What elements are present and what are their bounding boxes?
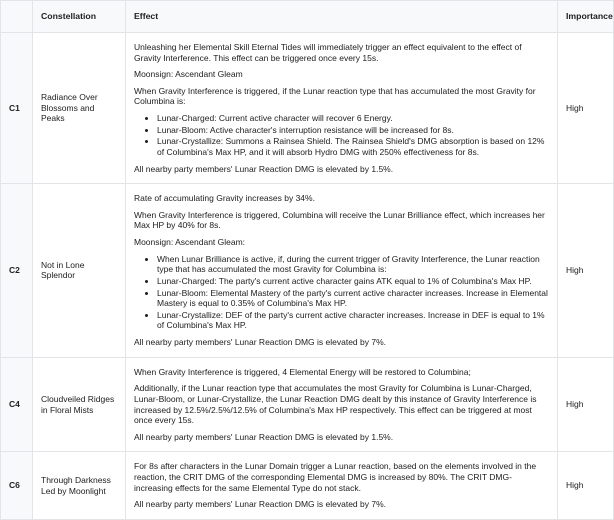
effect-paragraph: Moonsign: Ascendant Gleam [134,69,243,80]
effect-paragraph: Rate of accumulating Gravity increases by 34%. [134,193,315,204]
effect-list-item: • When Lunar Brilliance is active, if, during the current trigger of Gravity Interference, the Lunar reaction type that has accumulated the most Gravity for Columbina is: [157,254,549,275]
table-row [1,452,614,520]
effect-paragraph: Moonsign: Ascendant Gleam: [134,237,246,247]
effect-paragraph: When Gravity Interference is triggered, 4 Elemental Energy will be restored to Columbina; [134,366,471,377]
constellation-id: C1 [1,32,33,183]
constellation-id: C6 [1,452,33,520]
effect-list-item: • Lunar-Bloom: Active character's interruption resistance will be increased for 8s. [157,125,549,136]
effect-paragraph: For 8s after characters in the Lunar Domain trigger a Lunar reaction, based on the elements involved in the reaction, the CRIT DMG of the corresponding Elemental DMG is increased by 80%. The CRIT DMG-increasing effects for the same Elemental Type do not stack. [134,461,537,493]
constellation-name: Not in Lone Splendor [33,184,126,358]
effect-list-item: • Lunar-Crystallize: DEF of the party's current active character increases. Increase in DEF is equal to 1% of Columbina's Max HP. [157,310,549,331]
constellation-name: Cloudveiled Ridges in Floral Mists [33,357,126,452]
constellation-name: Radiance Over Blossoms and Peaks [33,32,126,183]
effect-cell [126,184,558,358]
importance-value: High [558,184,614,358]
constellation-id: C4 [1,357,33,452]
header-cell-effect: Effect [126,1,558,33]
effect-paragraph: When Gravity Interference is triggered, Columbina will receive the Lunar Brilliance effect, which increases her Max HP by 40% for 8s. [134,209,545,231]
effect-cell [126,452,558,520]
effect-paragraph: All nearby party members' Lunar Reaction DMG is elevated by 7%. [134,337,387,347]
effect-list-item: • Lunar-Crystallize: Summons a Rainsea Shield. The Rainsea Shield's DMG absorption is based on 12% of Columbina's Max HP, and it will absorb Hydro DMG with 250% effectiveness for 8s. [157,136,549,157]
effect-list [134,254,549,331]
table-body [1,32,614,519]
table-row [1,184,614,358]
header-cell-importance: Importance [558,1,614,33]
effect-list-item: • Lunar-Charged: Current active character will recover 6 Energy. [157,113,549,124]
effect-paragraph: All nearby party members' Lunar Reaction DMG is elevated by 7%. [134,499,387,510]
effect-cell [126,357,558,452]
effect-paragraph: All nearby party members' Lunar Reaction DMG is elevated by 1.5%. [134,163,394,174]
header-cell-blank [1,1,33,33]
importance-value: High [558,357,614,452]
importance-value: High [558,32,614,183]
constellation-name: Through Darkness Led by Moonlight [33,452,126,520]
header-cell-constellation: Constellation [33,1,126,33]
table-row [1,357,614,452]
effect-list-item: • Lunar-Charged: The party's current active character gains ATK equal to 1% of Columbina's Max HP. [157,276,549,287]
constellation-id: C2 [1,184,33,358]
effect-list [134,113,549,158]
effect-paragraph: When Gravity Interference is triggered, if the Lunar reaction type that has accumulated the most Gravity for Columbina is: [134,85,536,107]
effect-list-item: • Lunar-Bloom: Elemental Mastery of the party's current active character increases. Increase in Elemental Mastery is equal to 0.35% of Columbina's Max HP. [157,288,549,309]
table-header-row [1,1,614,33]
effect-paragraph: Additionally, if the Lunar reaction type that accumulates the most Gravity for Columbina is Lunar-Charged, Lunar-Bloom, or Lunar-Crystallize, the Lunar Reaction DMG dealt by this instance of Gravity Interference is increased by 12.5%/2.5%/12.5% of Columbina's Max HP respectively. This effect can be triggered at most once every 15s. [134,383,537,426]
effect-paragraph: Unleashing her Elemental Skill Eternal Tides will immediately trigger an effect equivalent to the effect of Gravity Interference. This effect can be triggered once every 15s. [134,41,522,63]
effect-cell [126,32,558,183]
importance-value: High [558,452,614,520]
effect-paragraph: All nearby party members' Lunar Reaction DMG is elevated by 1.5%. [134,431,394,442]
table-row [1,32,614,183]
